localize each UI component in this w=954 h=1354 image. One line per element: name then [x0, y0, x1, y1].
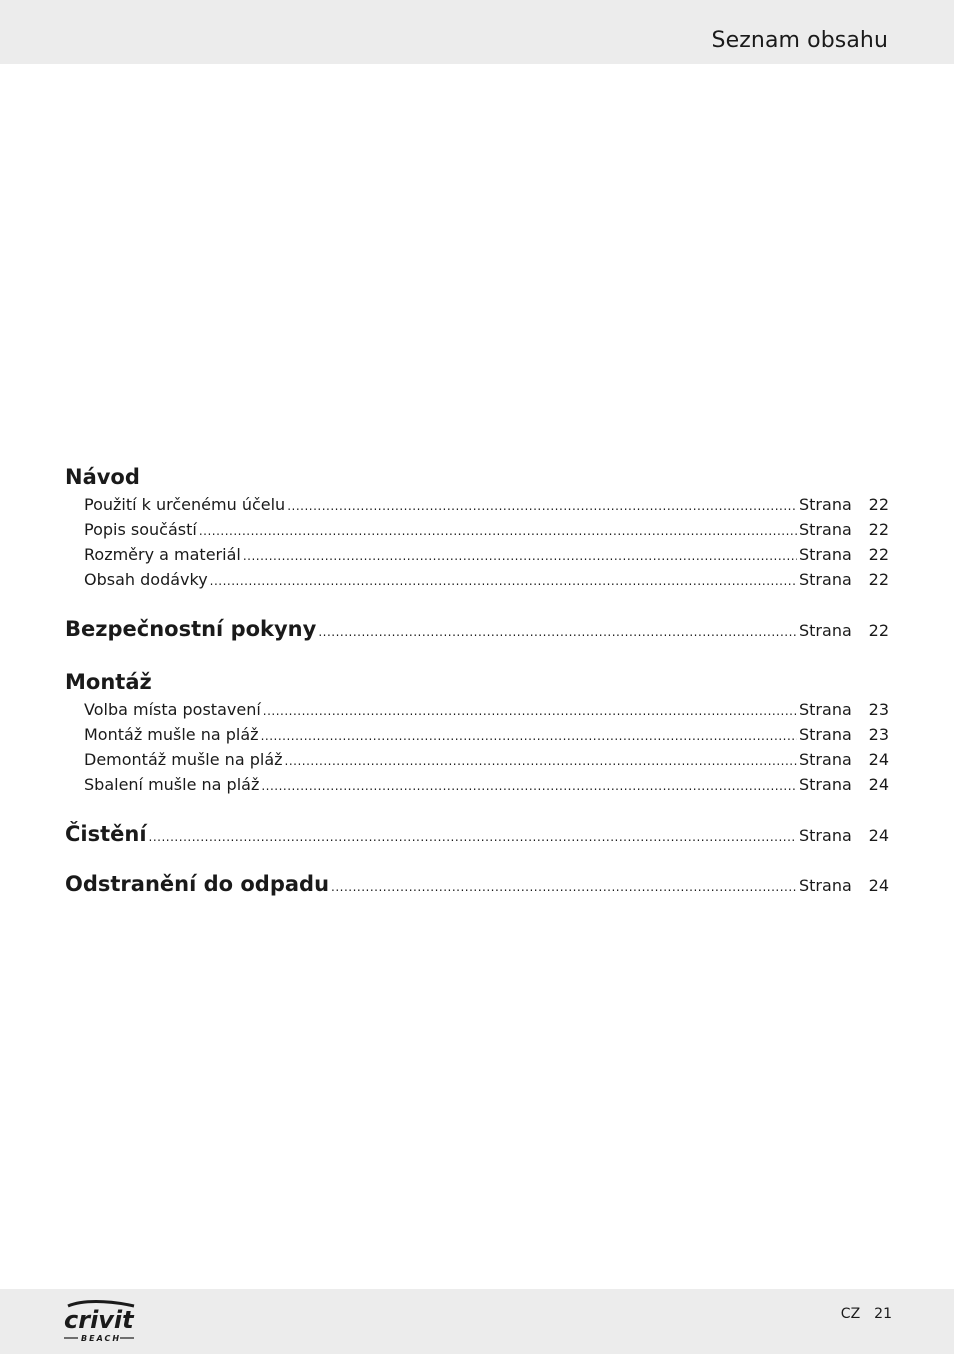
toc-entry-page-word: Strana [799, 570, 852, 589]
toc-entry[interactable] [65, 542, 889, 567]
toc-entry-page-word: Strana [799, 826, 852, 845]
page-title: Seznam obsahu [711, 28, 888, 53]
section-title-odpad: Odstranění do odpadu [65, 872, 330, 896]
toc-entry-page-word: Strana [799, 545, 852, 564]
dot-leader [149, 825, 797, 850]
toc-entry[interactable] [65, 492, 889, 517]
toc-entry-page-number: 22 [868, 621, 889, 640]
toc-entry-page-word: Strana [799, 621, 852, 640]
language-code: CZ [840, 1306, 861, 1322]
page-footer [0, 1289, 954, 1354]
toc-entry-label: Obsah dodávky [84, 570, 208, 589]
section-title-bezpecnost: Bezpečnostní pokyny [65, 617, 317, 641]
toc-entry-page-word: Strana [799, 876, 852, 895]
dot-leader [199, 519, 797, 544]
toc-section-navod [65, 462, 889, 592]
toc-entry-page-number: 22 [868, 520, 889, 539]
svg-text:BEACH: BEACH [81, 1334, 122, 1343]
toc-entry-label: Montáž mušle na pláž [84, 725, 259, 744]
toc-entry-page-number: 24 [868, 826, 889, 845]
toc-entry-page-word: Strana [799, 700, 852, 719]
dot-leader [243, 544, 797, 569]
toc-entry-label: Popis součástí [84, 520, 197, 539]
toc-entry-odpad[interactable] [65, 872, 889, 897]
dot-leader [210, 569, 797, 594]
toc-entry-page-word: Strana [799, 775, 852, 794]
dot-leader [287, 494, 797, 519]
toc-entry[interactable] [65, 697, 889, 722]
toc-entry-page-number: 22 [868, 570, 889, 589]
toc-entry-label: Použití k určenému účelu [84, 495, 286, 514]
dot-leader [263, 699, 797, 724]
toc-entry[interactable] [65, 722, 889, 747]
toc-entry-page-number: 23 [868, 725, 889, 744]
toc-entry-page-number: 22 [868, 495, 889, 514]
toc-entry-page-word: Strana [799, 495, 852, 514]
section-title-navod: Návod [65, 465, 140, 489]
toc-entry-bezpecnost[interactable] [65, 617, 889, 642]
toc-entry-page-number: 24 [868, 750, 889, 769]
toc-entry[interactable] [65, 772, 889, 797]
section-title-cisteni: Čistění [65, 822, 147, 846]
page-header [0, 0, 954, 64]
toc-entry-page-number: 23 [868, 700, 889, 719]
toc-entry-label: Demontáž mušle na pláž [84, 750, 283, 769]
toc-entry-cisteni[interactable] [65, 822, 889, 847]
toc-entry-label: Sbalení mušle na pláž [84, 775, 260, 794]
toc-entry-page-word: Strana [799, 520, 852, 539]
dot-leader [261, 724, 797, 749]
toc-entry-page-word: Strana [799, 750, 852, 769]
toc-entry-page-number: 24 [868, 876, 889, 895]
table-of-contents [65, 462, 889, 897]
page-number: 21 [874, 1306, 892, 1322]
toc-entry-label: Rozměry a materiál [84, 545, 241, 564]
toc-entry[interactable] [65, 747, 889, 772]
dot-leader [261, 774, 797, 799]
dot-leader [285, 749, 797, 774]
toc-entry[interactable] [65, 517, 889, 542]
crivit-beach-logo [62, 1300, 142, 1344]
section-title-montaz: Montáž [65, 670, 152, 694]
toc-section-montaz [65, 667, 889, 797]
toc-entry-page-number: 24 [868, 775, 889, 794]
dot-leader [318, 620, 797, 645]
toc-entry-page-word: Strana [799, 725, 852, 744]
toc-entry-label: Volba místa postavení [84, 700, 261, 719]
dot-leader [331, 875, 797, 900]
svg-text:crivit: crivit [64, 1306, 134, 1334]
toc-entry[interactable] [65, 567, 889, 592]
footer-page-info [841, 1306, 892, 1322]
toc-entry-page-number: 22 [868, 545, 889, 564]
